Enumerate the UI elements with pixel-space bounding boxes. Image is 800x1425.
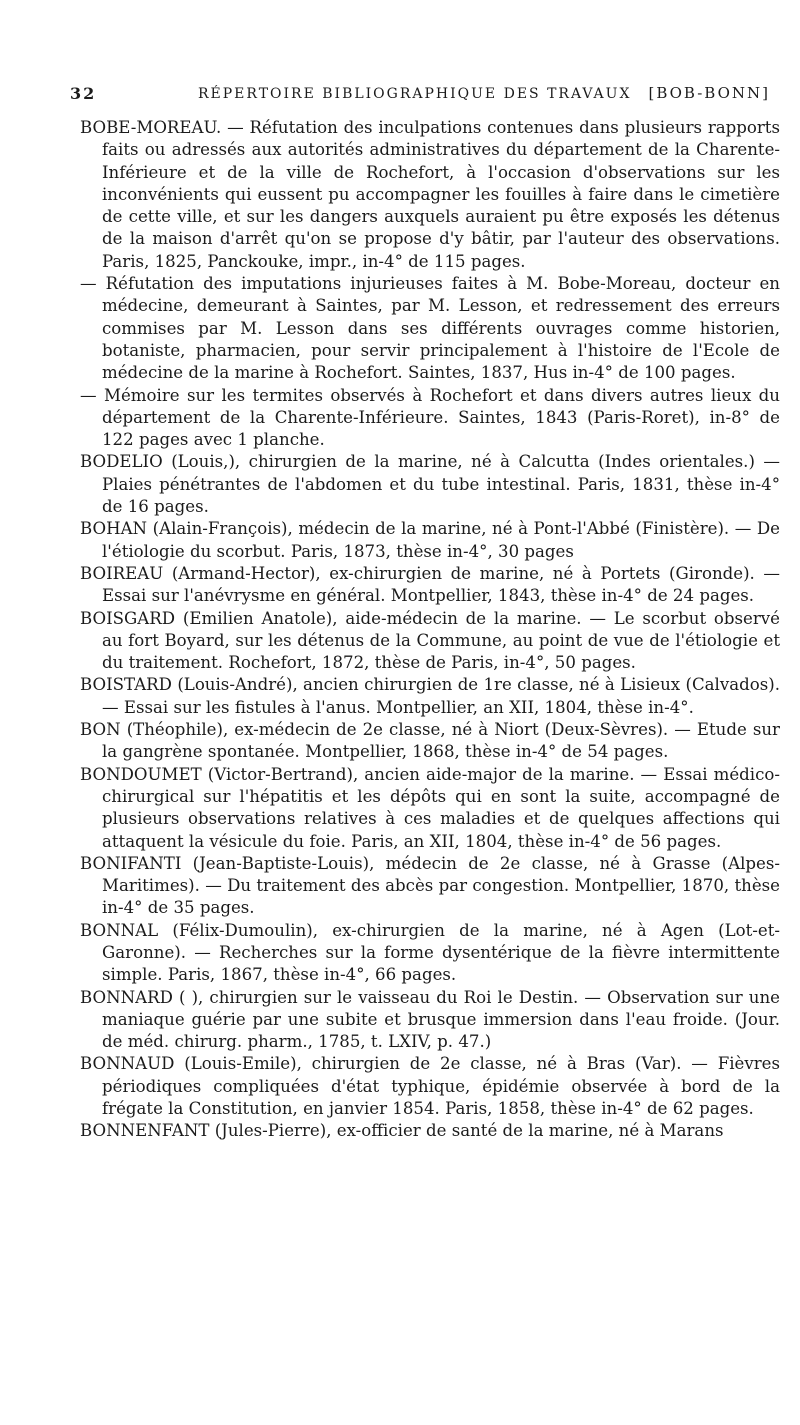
author-name: BONDOUMET bbox=[80, 764, 202, 784]
entry-text: — Réfutation des inculpations contenues dans plusieurs rapports faits ou adressés aux autorités administratives du département de la Charente-Inférieure et de la ville de Rochefort, à l'occasion d'observations sur les inconvénients qui eussent pu accompagner les fouilles à faire dans le cimetière de cette ville, et sur les dangers auxquels auraient pu être exposés les détenus de la maison d'arrêt qu'on se propose d'y bâtir, par l'auteur des observations. Paris, 1825, Panckouke, impr., in-4° de 115 pages. bbox=[102, 118, 780, 271]
entry-list bbox=[80, 117, 780, 1143]
bibliography-entry bbox=[80, 853, 780, 920]
author-name: BOISTARD bbox=[80, 675, 172, 695]
entry-text: (Théophile), ex-médecin de 2e classe, né à Niort (Deux-Sèvres). — Etude sur la gangrène spontanée. Montpellier, 1868, thèse in-4° de 54 pages. bbox=[102, 720, 780, 762]
entry-text: (Louis-André), ancien chirurgien de 1re classe, né à Lisieux (Calvados). — Essai sur les fistules à l'anus. Montpellier, an XII, 1804, thèse in-4°. bbox=[102, 675, 780, 717]
entry-text: (Félix-Dumoulin), ex-chirurgien de la marine, né à Agen (Lot-et-Garonne). — Recherches sur la forme dysentérique de la fièvre intermittente simple. Paris, 1867, thèse in-4°, 66 pages. bbox=[102, 920, 780, 985]
author-name: BONNAUD bbox=[80, 1054, 175, 1074]
author-name: BOISGARD bbox=[80, 608, 176, 628]
bibliography-entry bbox=[80, 764, 780, 853]
author-name: BOBE-MOREAU. bbox=[80, 118, 222, 137]
running-header bbox=[70, 84, 770, 108]
entry-text: (Louis-Emile), chirurgien de 2e classe, né à Bras (Var). — Fièvres périodiques compliquées d'état typhique, épidémie observée à bord de la frégate la Constitution, en janvier 1854. Paris, 1858, thèse in-4° de 62 pages. bbox=[102, 1054, 780, 1119]
header-title: RÉPERTOIRE BIBLIOGRAPHIQUE DES TRAVAUX bbox=[198, 86, 632, 102]
entry-text: ( ), chirurgien sur le vaisseau du Roi le Destin. — Observation sur une maniaque guérie par une subite et brusque immersion dans l'eau froide. (Jour. de méd. chirurg. pharm., 1785, t. LXIV, p. 47.) bbox=[102, 987, 781, 1052]
bibliography-entry bbox=[80, 563, 780, 608]
author-name: BON bbox=[80, 720, 121, 740]
bibliography-entry bbox=[80, 1120, 780, 1142]
bibliography-entry bbox=[80, 1053, 780, 1120]
entry-text: (Alain-François), médecin de la marine, né à Pont-l'Abbé (Finistère). — De l'étiologie du scorbut. Paris, 1873, thèse in-4°, 30 pages bbox=[102, 519, 780, 561]
entry-text: (Armand-Hector), ex-chirurgien de marine, né à Portets (Gironde). — Essai sur l'anévrysme en général. Montpellier, 1843, thèse in-4° de 24 pages. bbox=[102, 563, 780, 606]
entry-text: (Louis,), chirurgien de la marine, né à Calcutta (Indes orientales.) — Plaies pénétrantes de l'abdomen et du tube intestinal. Paris, 1831, thèse in-4° de 16 pages. bbox=[102, 452, 780, 517]
author-name: BODELIO bbox=[80, 452, 163, 472]
header-range: [BOB-BONN] bbox=[648, 84, 770, 102]
bibliography-entry bbox=[80, 117, 780, 273]
sub-entry: — Mémoire sur les termites observés à Rochefort et dans divers autres lieux du département de la Charente-Inférieure. Saintes, 1843 (Paris-Roret), in-8° de 122 pages avec 1 planche. bbox=[80, 385, 780, 450]
bibliography-entry bbox=[80, 987, 780, 1054]
page-number: 32 bbox=[70, 84, 97, 103]
author-name: BONNARD bbox=[80, 987, 173, 1007]
bibliography-entry bbox=[80, 451, 780, 518]
author-name: BONNAL bbox=[80, 920, 159, 940]
bibliography-entry bbox=[80, 920, 780, 987]
author-name: BONNENFANT bbox=[80, 1121, 210, 1141]
sub-entry: — Réfutation des imputations injurieuses faites à M. Bobe-Moreau, docteur en médecine, demeurant à Saintes, par M. Lesson, et redressement des erreurs commises par M. Lesson dans ses différents ouvrages comme historien, botaniste, pharmacien, pour servir principalement à l'histoire de l'Ecole de médecine de la marine à Rochefort. Saintes, 1837, Hus in-4° de 100 pages. bbox=[80, 274, 780, 383]
entry-text: (Jules-Pierre), ex-officier de santé de la marine, né à Marans bbox=[214, 1121, 724, 1141]
bibliography-entry bbox=[80, 674, 780, 719]
author-name: BOIREAU bbox=[80, 563, 164, 583]
bibliography-entry bbox=[80, 719, 780, 764]
entry-text: (Victor-Bertrand), ancien aide-major de la marine. — Essai médico-chirurgical sur l'hépatitis et les dépôts qui en sont la suite, accompagné de plusieurs observations relatives à ces maladies et de quelques affections qui attaquent la vésicule du foie. Paris, an XII, 1804, thèse in-4° de 56 pages. bbox=[102, 764, 780, 851]
bibliography-entry bbox=[80, 608, 780, 675]
bibliography-entry bbox=[80, 518, 780, 563]
author-name: BONIFANTI bbox=[80, 853, 182, 873]
entry-text: (Jean-Baptiste-Louis), médecin de 2e classe, né à Grasse (Alpes-Maritimes). — Du traitement des abcès par congestion. Montpellier, 1870, thèse in-4° de 35 pages. bbox=[102, 853, 780, 918]
author-name: BOHAN bbox=[80, 519, 148, 539]
entry-text: (Emilien Anatole), aide-médecin de la marine. — Le scorbut observé au fort Boyard, sur les détenus de la Commune, au point de vue de l'étiologie et du traitement. Rochefort, 1872, thèse de Paris, in-4°, 50 pages. bbox=[102, 608, 780, 673]
